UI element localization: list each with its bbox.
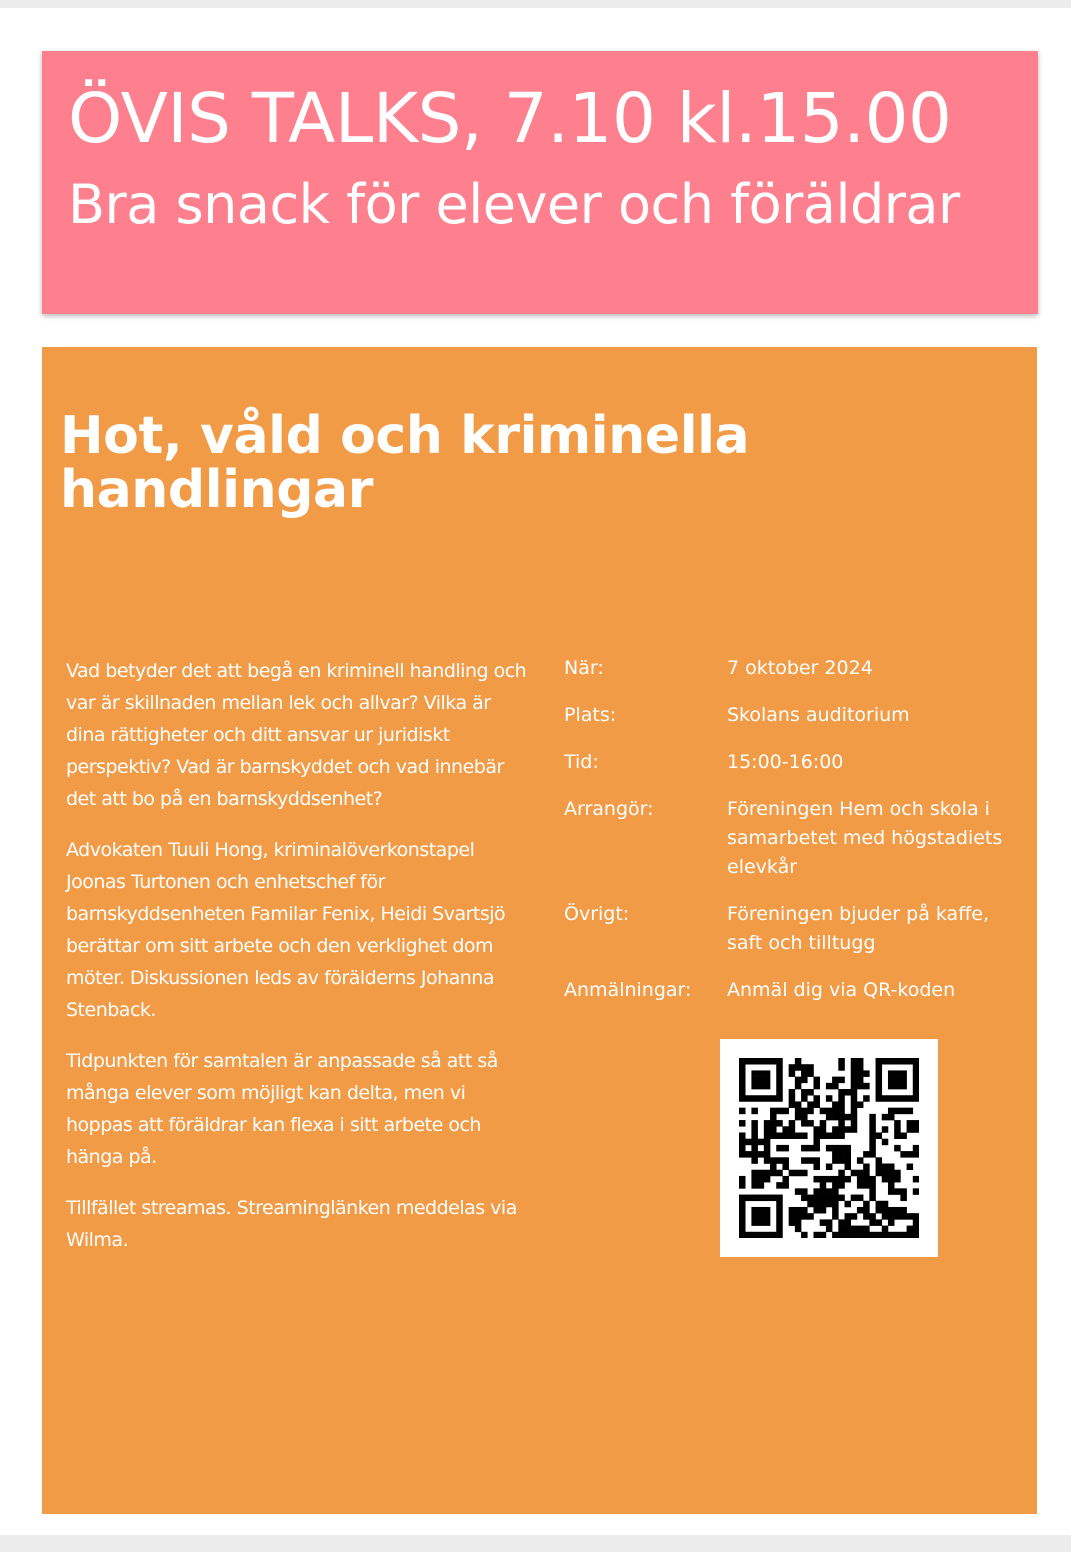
description-paragraph: Vad betyder det att begå en kriminell handling och var är skillnaden mellan lek och allvar? Vilka är dina rättigheter och ditt ansvar ur juridiskt perspektiv? Vad är barnskyddet och vad innebär det att bo på en barnskyddsenhet? <box>66 660 527 810</box>
detail-label: Anmälningar: <box>564 979 692 1001</box>
description-paragraph: Tidpunkten för samtalen är anpassade så att så många elever som möjligt kan delta, men vi hoppas att föräldrar kan flexa i sitt arbete och hänga på. <box>66 1050 498 1168</box>
event-title: Hot, våld och kriminella handlingar <box>60 406 750 520</box>
detail-row-organizer <box>564 795 1024 882</box>
qr-code-icon <box>739 1058 919 1238</box>
registration-qr-code[interactable] <box>720 1039 938 1257</box>
detail-value: Skolans auditorium <box>727 704 910 726</box>
detail-row-when <box>564 654 1024 683</box>
detail-label: Arrangör: <box>564 798 654 820</box>
detail-value: Föreningen Hem och skola i samarbetet med högstadiets elevkår <box>727 798 1003 878</box>
header-subtitle: Bra snack för elever och föräldrar <box>68 173 960 236</box>
detail-value: Föreningen bjuder på kaffe, saft och tilltugg <box>727 903 990 954</box>
detail-label: Plats: <box>564 704 617 726</box>
detail-label: Övrigt: <box>564 903 630 925</box>
description-paragraph: Tillfället streamas. Streaminglänken meddelas via Wilma. <box>66 1197 517 1251</box>
detail-row-time <box>564 748 1024 777</box>
detail-label: Tid: <box>564 751 599 773</box>
detail-label: När: <box>564 657 604 679</box>
description-paragraph: Advokaten Tuuli Hong, kriminalöverkonstapel Joonas Turtonen och enhetschef för barnskyddsenheten Familar Fenix, Heidi Svartsjö berättar om sitt arbete och den verklighet dom möter. Diskussionen leds av förälderns Johanna Stenback. <box>66 839 506 1021</box>
detail-row-registration <box>564 976 1024 1005</box>
detail-row-other <box>564 900 1024 958</box>
detail-value: 7 oktober 2024 <box>727 657 873 679</box>
detail-row-place <box>564 701 1024 730</box>
event-details <box>564 654 1024 1023</box>
detail-value: Anmäl dig via QR-koden <box>727 979 956 1001</box>
detail-value: 15:00-16:00 <box>727 751 844 773</box>
event-description <box>66 655 528 1275</box>
header-banner <box>42 51 1038 314</box>
event-panel <box>42 347 1037 1514</box>
poster-page <box>0 8 1071 1535</box>
header-title: ÖVIS TALKS, 7.10 kl.15.00 <box>68 79 952 159</box>
